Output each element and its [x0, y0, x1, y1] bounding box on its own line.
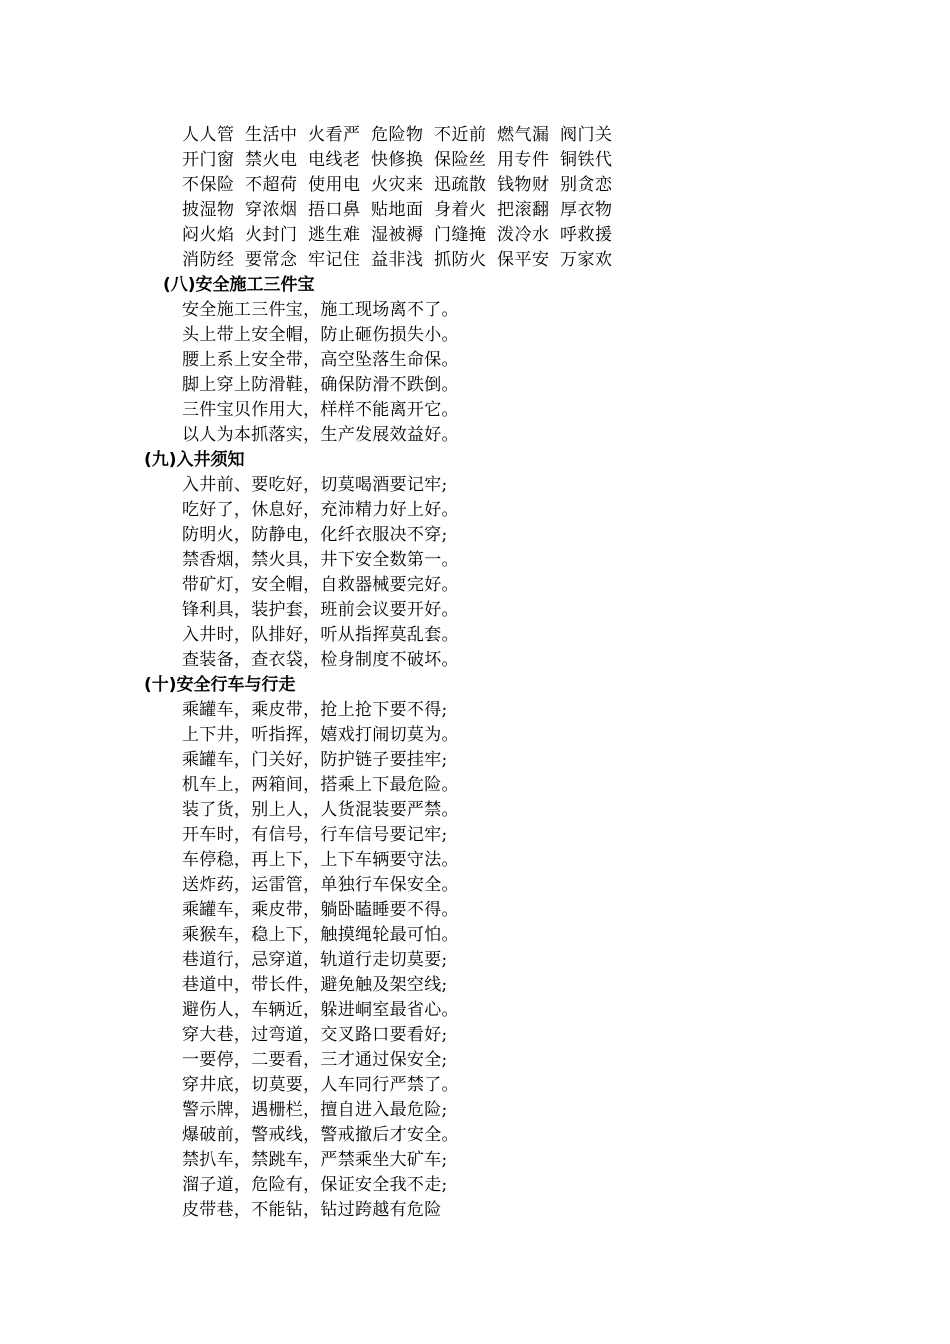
- phrase: 别贪恋: [560, 175, 613, 195]
- verse-line: 乘罐车，门关好，防护链子要挂牢;: [182, 750, 448, 770]
- verse-line: 穿井底，切莫要，人车同行严禁了。: [182, 1075, 459, 1095]
- phrase: 门缝掩: [434, 225, 487, 245]
- phrase: 生活中: [245, 125, 298, 145]
- phrase: 钱物财: [497, 175, 550, 195]
- phrase: 禁火电: [245, 150, 298, 170]
- phrase: 泼冷水: [497, 225, 550, 245]
- verse-line: 巷道行，忌穿道，轨道行走切莫要;: [182, 950, 448, 970]
- verse-line: 溜子道，危险有，保证安全我不走;: [182, 1175, 448, 1195]
- verse-line: 带矿灯，安全帽，自救器械要完好。: [182, 575, 459, 595]
- verse-line: 机车上，两箱间，搭乘上下最危险。: [182, 775, 459, 795]
- verse-line: 送炸药，运雷管，单独行车保安全。: [182, 875, 459, 895]
- verse-line: 上下井，听指挥，嬉戏打闹切莫为。: [182, 725, 459, 745]
- verse-line: 巷道中，带长件，避免触及架空线;: [182, 975, 448, 995]
- verse-line: 锋利具，装护套，班前会议要开好。: [182, 600, 459, 620]
- verse-line: 防明火，防静电，化纤衣服决不穿;: [182, 525, 448, 545]
- section-heading: (十)安全行车与行走: [144, 675, 296, 695]
- verse-line: 开车时，有信号，行车信号要记牢;: [182, 825, 448, 845]
- phrase: 人人管: [182, 125, 235, 145]
- phrase: 穿浓烟: [245, 200, 298, 220]
- verse-line: 穿大巷，过弯道，交叉路口要看好;: [182, 1025, 448, 1045]
- phrase-row: [182, 173, 623, 198]
- phrase: 捂口鼻: [308, 200, 361, 220]
- phrase-row: [182, 198, 623, 223]
- phrase: 万家欢: [560, 250, 613, 270]
- phrase: 不保险: [182, 175, 235, 195]
- verse-line: 查装备，查衣袋，检身制度不破坏。: [182, 650, 459, 670]
- phrase: 开门窗: [182, 150, 235, 170]
- verse-line: 皮带巷，不能钻，钻过跨越有危险: [182, 1200, 442, 1220]
- phrase: 厚衣物: [560, 200, 613, 220]
- verse-line: 避伤人，车辆近，躲进峒室最省心。: [182, 1000, 459, 1020]
- verse-line: 乘猴车，稳上下，触摸绳轮最可怕。: [182, 925, 459, 945]
- verse-line: 禁香烟，禁火具，井下安全数第一。: [182, 550, 459, 570]
- phrase: 呼救援: [560, 225, 613, 245]
- verse-line: 腰上系上安全带，高空坠落生命保。: [182, 350, 459, 370]
- phrase: 把滚翻: [497, 200, 550, 220]
- verse-line: 头上带上安全帽，防止砸伤损失小。: [182, 325, 459, 345]
- phrase-row: [182, 248, 623, 273]
- phrase: 不超荷: [245, 175, 298, 195]
- phrase: 牢记住: [308, 250, 361, 270]
- verse-line: 禁扒车，禁跳车，严禁乘坐大矿车;: [182, 1150, 448, 1170]
- phrase: 不近前: [434, 125, 487, 145]
- phrase: 贴地面: [371, 200, 424, 220]
- phrase: 消防经: [182, 250, 235, 270]
- phrase: 燃气漏: [497, 125, 550, 145]
- phrase: 电线老: [308, 150, 361, 170]
- phrase: 危险物: [371, 125, 424, 145]
- verse-line: 脚上穿上防滑鞋，确保防滑不跌倒。: [182, 375, 459, 395]
- verse-line: 乘罐车，乘皮带，抢上抢下要不得;: [182, 700, 448, 720]
- phrase: 迅疏散: [434, 175, 487, 195]
- phrase: 用专件: [497, 150, 550, 170]
- phrase: 使用电: [308, 175, 361, 195]
- phrase: 披湿物: [182, 200, 235, 220]
- phrase: 火灾来: [371, 175, 424, 195]
- phrase-row: [182, 123, 623, 148]
- phrase: 铜铁代: [560, 150, 613, 170]
- phrase: 逃生难: [308, 225, 361, 245]
- phrase: 闷火焰: [182, 225, 235, 245]
- verse-line: 三件宝贝作用大，样样不能离开它。: [182, 400, 459, 420]
- verse-line: 入井前、要吃好，切莫喝酒要记牢;: [182, 475, 448, 495]
- phrase: 湿被褥: [371, 225, 424, 245]
- verse-line: 安全施工三件宝，施工现场离不了。: [182, 300, 459, 320]
- phrase: 抓防火: [434, 250, 487, 270]
- verse-line: 警示牌，遇栅栏，擅自进入最危险;: [182, 1100, 448, 1120]
- verse-line: 一要停，二要看，三才通过保安全;: [182, 1050, 448, 1070]
- verse-line: 以人为本抓落实，生产发展效益好。: [182, 425, 459, 445]
- phrase: 火看严: [308, 125, 361, 145]
- verse-line: 装了货，别上人，人货混装要严禁。: [182, 800, 459, 820]
- verse-line: 乘罐车，乘皮带，躺卧瞌睡要不得。: [182, 900, 459, 920]
- phrase: 快修换: [371, 150, 424, 170]
- phrase: 益非浅: [371, 250, 424, 270]
- section-heading: (八)安全施工三件宝: [163, 275, 315, 295]
- phrase: 火封门: [245, 225, 298, 245]
- verse-line: 吃好了，休息好，充沛精力好上好。: [182, 500, 459, 520]
- phrase: 保平安: [497, 250, 550, 270]
- verse-line: 入井时，队排好，听从指挥莫乱套。: [182, 625, 459, 645]
- phrase-row: [182, 148, 623, 173]
- section-heading: (九)入井须知: [144, 450, 245, 470]
- phrase: 要常念: [245, 250, 298, 270]
- phrase-row: [182, 223, 623, 248]
- verse-line: 爆破前，警戒线，警戒撤后才安全。: [182, 1125, 459, 1145]
- phrase: 阀门关: [560, 125, 613, 145]
- phrase: 保险丝: [434, 150, 487, 170]
- phrase: 身着火: [434, 200, 487, 220]
- verse-line: 车停稳，再上下，上下车辆要守法。: [182, 850, 459, 870]
